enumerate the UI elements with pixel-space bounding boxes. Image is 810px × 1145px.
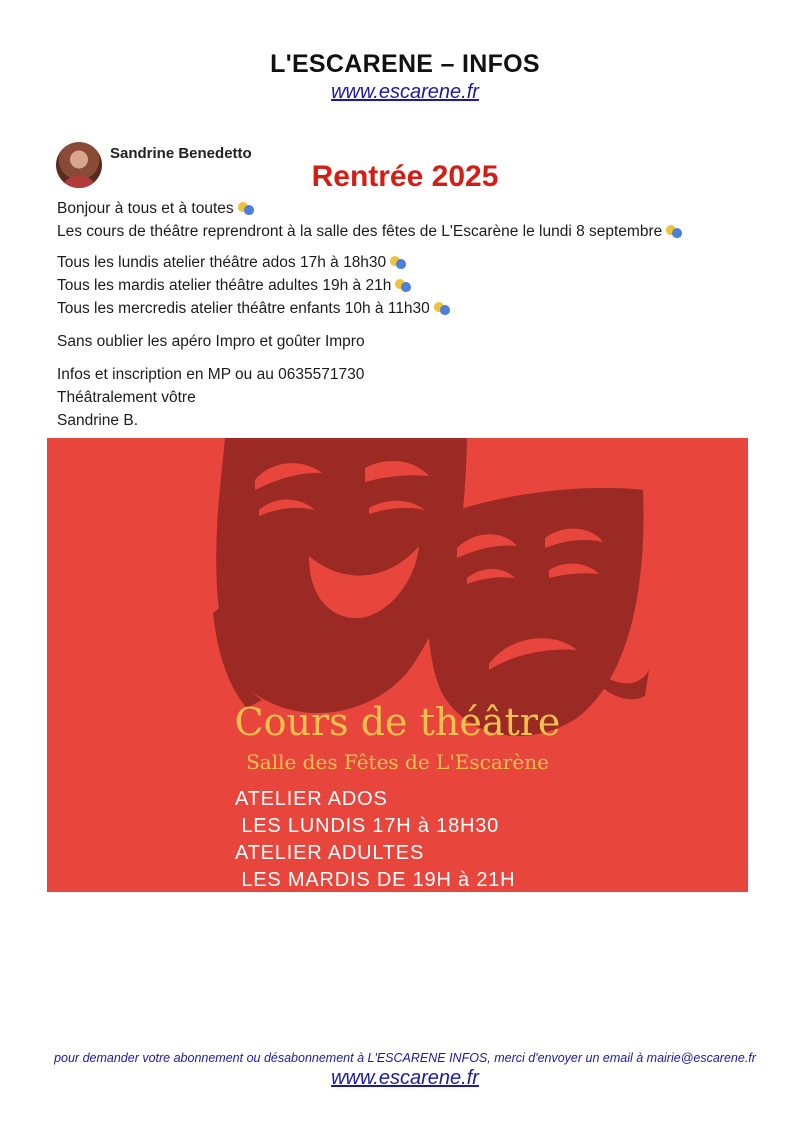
post-headline: Rentrée 2025: [311, 160, 499, 193]
post-line: Tous les lundis atelier théâtre ados 17h à 18h30: [57, 251, 777, 274]
post-line: Tous les mercredis atelier théâtre enfants 10h à 11h30: [57, 297, 777, 320]
tragedy-mask-icon: [427, 488, 649, 736]
post-line: Théâtralement vôtre: [57, 389, 196, 406]
post-line: Infos et inscription en MP ou au 0635571730: [57, 366, 365, 383]
post-line: Sans oublier les apéro Impro et goûter Impro: [57, 333, 365, 350]
post-author[interactable]: Sandrine Benedetto: [110, 145, 252, 162]
website-link[interactable]: www.escarene.fr: [331, 81, 479, 103]
footer-website-link[interactable]: www.escarene.fr: [331, 1067, 479, 1089]
poster-schedule-line: ATELIER ADULTES: [235, 842, 425, 864]
poster-image: [47, 438, 748, 892]
theatre-masks-emoji-icon: [390, 255, 406, 269]
footer-subscription-note: pour demander votre abonnement ou désabonnement à L'ESCARENE INFOS, merci d'envoyer un email à mairie@escarene.fr: [54, 1051, 756, 1065]
post-line: Sandrine B.: [57, 412, 138, 429]
theatre-masks-emoji-icon: [434, 301, 450, 315]
poster-title: Cours de théâtre: [234, 700, 561, 744]
theatre-masks-emoji-icon: [238, 201, 254, 215]
poster-schedule-line: LES MARDIS DE 19H à 21H: [235, 869, 516, 891]
post-text: [57, 197, 777, 432]
post-line: Bonjour à tous et à toutes: [57, 197, 777, 220]
poster-schedule-line: LES LUNDIS 17H à 18H30: [235, 815, 500, 837]
poster-schedule-line: ATELIER ADOS: [235, 788, 388, 810]
bulletin-title: L'ESCARENE – INFOS: [270, 50, 540, 78]
post-line: Tous les mardis atelier théâtre adultes 19h à 21h: [57, 274, 777, 297]
post-line: Les cours de théâtre reprendront à la salle des fêtes de L'Escarène le lundi 8 septembre: [57, 220, 777, 243]
theatre-masks-emoji-icon: [395, 278, 411, 292]
theatre-masks-emoji-icon: [666, 224, 682, 238]
poster-subtitle: Salle des Fêtes de L'Escarène: [246, 750, 549, 774]
